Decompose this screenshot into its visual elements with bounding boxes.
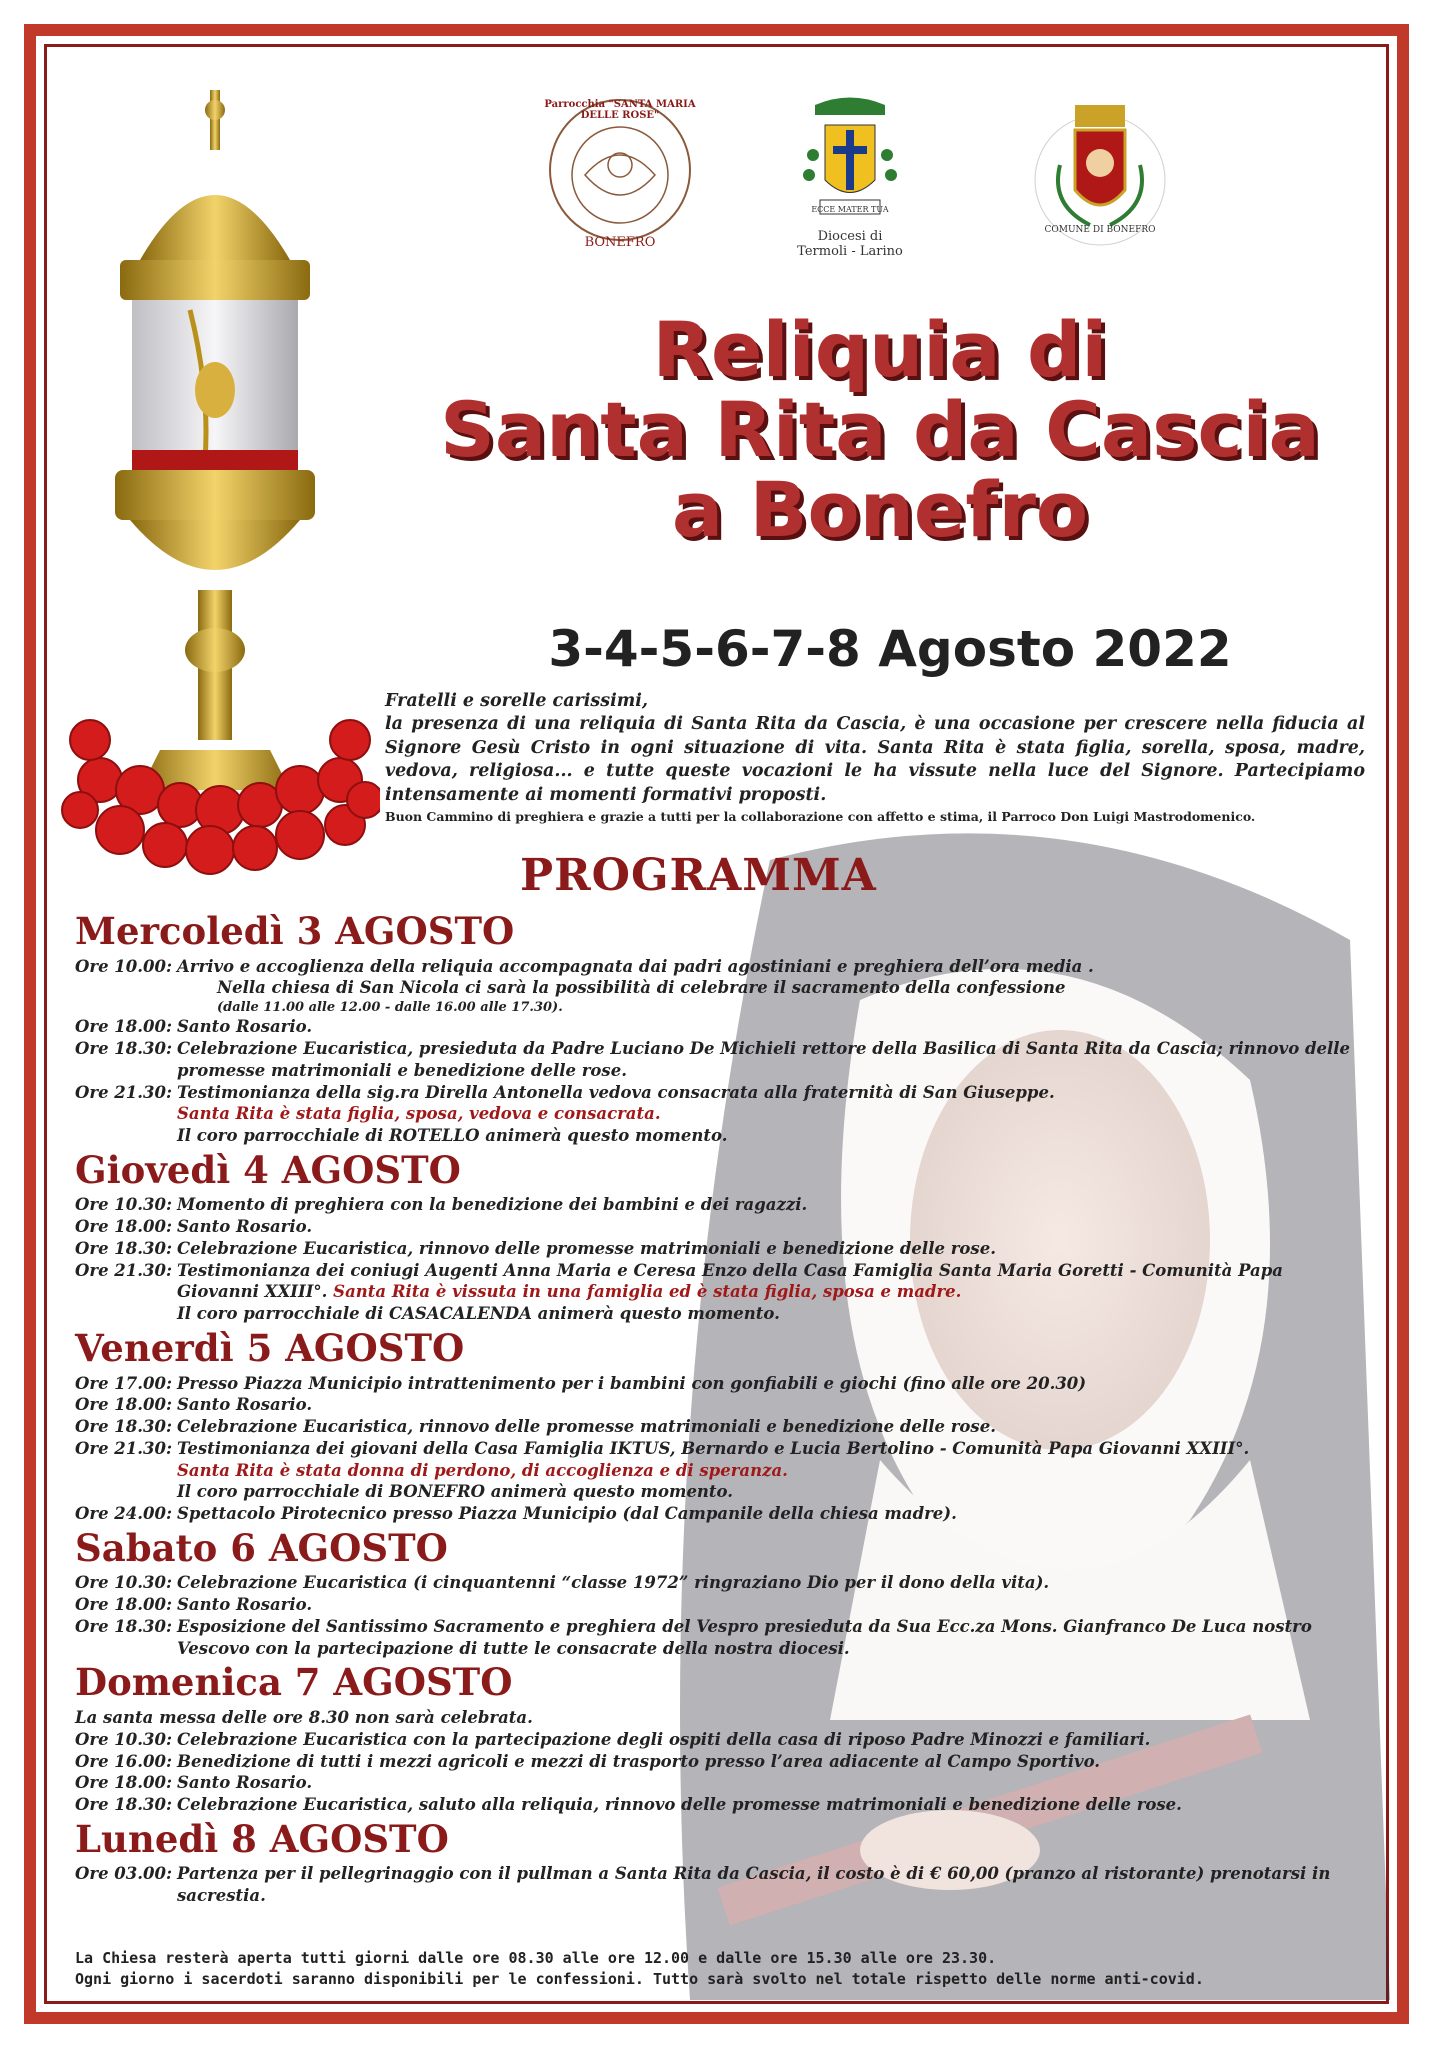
event-item <box>75 1503 1365 1525</box>
event-item <box>75 1373 1365 1395</box>
event-time: Ore 18.00: <box>75 1395 173 1415</box>
event-note: (dalle 11.00 alle 12.00 - dalle 16.00 alle 17.30). <box>217 1000 563 1016</box>
diocese-caption-line1: Diocesi di <box>817 229 883 244</box>
municipality-ring-text: COMUNE DI BONEFRO <box>1044 225 1156 235</box>
event-text: Celebrazione Eucaristica (i cinquantenni “classe 1972” ringraziano Dio per il dono della vita). <box>177 1573 1050 1593</box>
event-item <box>75 1572 1365 1594</box>
event-text: Celebrazione Eucaristica, rinnovo delle promesse matrimoniali e benedizione delle rose. <box>177 1417 996 1437</box>
event-item <box>75 1729 1365 1751</box>
event-time: Ore 10.30: <box>75 1573 173 1593</box>
event-text: Testimonianza dei giovani della Casa Famiglia IKTUS, Bernardo e Lucia Bertolino - Comunità Papa Giovanni XXIII°. <box>177 1438 1250 1458</box>
diocese-logo <box>780 95 920 259</box>
event-text: Santo Rosario. <box>177 1217 313 1237</box>
event-choir: Il coro parrocchiale di ROTELLO animerà questo momento. <box>177 1126 728 1146</box>
programma-heading: PROGRAMMA <box>520 850 877 901</box>
event-time: Ore 24.00: <box>75 1504 173 1524</box>
parish-bottom-text: BONEFRO <box>584 235 656 250</box>
event-item <box>75 956 1365 1017</box>
event-item <box>75 1751 1365 1773</box>
event-time: Ore 18.30: <box>75 1616 173 1636</box>
day-title: Domenica 7 AGOSTO <box>75 1660 513 1705</box>
event-text: Celebrazione Eucaristica con la partecipazione degli ospiti della casa di riposo Padre Minozzi e familiari. <box>177 1729 1151 1749</box>
event-text: Esposizione del Santissimo Sacramento e preghiera del Vespro presieduta da Sua Ecc.za Mons. Gianfranco De Luca nostro Vescovo con la partecipazione di tutte le consacrate della nostra diocesi. <box>177 1616 1312 1658</box>
day-title: Sabato 6 AGOSTO <box>75 1525 448 1570</box>
event-item <box>75 1594 1365 1616</box>
event-text: La santa messa delle ore 8.30 non sarà celebrata. <box>75 1708 533 1728</box>
event-highlight: Santa Rita è stata figlia, sposa, vedova e consacrata. <box>177 1104 661 1124</box>
event-text: Celebrazione Eucaristica, presieduta da Padre Luciano De Michieli rettore della Basilica di Santa Rita da Cascia; rinnovo delle promesse matrimoniali e benedizione delle rose. <box>177 1039 1351 1080</box>
intro-text <box>385 690 1365 826</box>
event-time: Ore 17.00: <box>75 1373 173 1393</box>
event-text: Momento di preghiera con la benedizione dei bambini e dei ragazzi. <box>177 1195 808 1215</box>
event-choir: Il coro parrocchiale di CASACALENDA animerà questo momento. <box>177 1304 780 1324</box>
event-time: Ore 18.30: <box>75 1417 173 1437</box>
event-item <box>75 1082 1365 1147</box>
event-text: Arrivo e accoglienza della reliquia accompagnata dai padri agostiniani e preghiera dell’ora media . <box>177 956 1094 976</box>
event-item <box>75 1260 1365 1325</box>
logos-row <box>540 95 1180 275</box>
event-highlight: Santa Rita è stata donna di perdono, di accoglienza e di speranza. <box>177 1460 788 1480</box>
event-text: Celebrazione Eucaristica, saluto alla reliquia, rinnovo delle promesse matrimoniali e benedizione delle rose. <box>177 1795 1182 1815</box>
event-time: Ore 21.30: <box>75 1082 173 1102</box>
event-text: Celebrazione Eucaristica, rinnovo delle promesse matrimoniali e benedizione delle rose. <box>177 1238 996 1258</box>
event-time: Ore 21.30: <box>75 1260 173 1280</box>
event-time: Ore 03.00: <box>75 1864 173 1884</box>
event-item <box>75 1416 1365 1438</box>
event-text: Testimonianza della sig.ra Dirella Antonella vedova consacrata alla fraternità di San Giuseppe. <box>177 1082 1055 1102</box>
municipality-logo <box>1030 95 1170 259</box>
title-line2: Santa Rita da Cascia <box>440 384 1320 474</box>
event-text: Benedizione di tutti i mezzi agricoli e mezzi di trasporto presso l’area adiacente al Campo Sportivo. <box>177 1751 1101 1771</box>
event-text: Spettacolo Pirotecnico presso Piazza Municipio (dal Campanile della chiesa madre). <box>177 1504 957 1524</box>
reliquary-image <box>60 90 380 890</box>
event-item <box>75 1216 1365 1238</box>
day-title: Giovedì 4 AGOSTO <box>75 1147 461 1192</box>
event-text: Partenza per il pellegrinaggio con il pullman a Santa Rita da Cascia, il costo è di € 60,00 (pranzo al ristorante) prenotarsi in sacrestia. <box>177 1864 1331 1906</box>
event-item <box>75 1863 1365 1907</box>
event-text: Santo Rosario. <box>177 1395 313 1415</box>
title-line1: Reliquia di <box>652 305 1108 394</box>
event-text: Presso Piazza Municipio intrattenimento per i bambini con gonfiabili e giochi (fino alle ore 20.30) <box>177 1373 1087 1393</box>
intro-greeting: Fratelli e sorelle carissimi, <box>385 691 649 711</box>
event-text: Santo Rosario. <box>177 1773 313 1793</box>
event-time: Ore 18.00: <box>75 1017 173 1037</box>
poster-title <box>380 305 1380 554</box>
event-time: Ore 10.30: <box>75 1729 173 1749</box>
event-dates: 3-4-5-6-7-8 Agosto 2022 <box>548 620 1232 678</box>
footer-line2: Ogni giorno i sacerdoti saranno disponibili per le confessioni. Tutto sarà svolto nel totale rispetto delle norme anti-covid. <box>75 1970 1204 1989</box>
event-time: Ore 18.30: <box>75 1238 173 1258</box>
event-time: Ore 18.00: <box>75 1773 173 1793</box>
event-time: Ore 18.00: <box>75 1595 173 1615</box>
diocese-caption-line2: Termoli - Larino <box>797 244 903 259</box>
event-item <box>75 1616 1365 1660</box>
event-time: Ore 10.30: <box>75 1195 173 1215</box>
event-item <box>75 1794 1365 1816</box>
intro-body: la presenza di una reliquia di Santa Rita da Cascia, è una occasione per crescere nella fiducia al Signore Gesù Cristo in ogni situazione di vita. Santa Rita è stata figlia, sorella, sposa, madre, vedova, religiosa... e tutte queste vocazioni le ha vissute nella luce del Signore. Partecipiamo intensamente ai momenti formativi proposti. <box>385 714 1365 805</box>
event-text: Testimonianza dei coniugi Augenti Anna Maria e Ceresa Enzo della Casa Famiglia Santa Maria Goretti - Comunità Papa Giovanni XXIII°. <box>177 1260 1283 1302</box>
event-time: Ore 10.00: <box>75 956 173 976</box>
event-time: Ore 16.00: <box>75 1751 173 1771</box>
intro-closing: Buon Cammino di preghiera e grazie a tutti per la collaborazione con affetto e stima, il Parroco Don Luigi Mastrodomenico. <box>385 809 1256 825</box>
event-text: Santo Rosario. <box>177 1595 313 1615</box>
program-list <box>75 908 1365 1907</box>
event-item <box>75 1438 1365 1503</box>
event-item <box>75 1238 1365 1260</box>
event-item <box>75 1016 1365 1038</box>
event-time: Ore 18.30: <box>75 1039 173 1058</box>
diocese-motto: ECCE MATER TUA <box>811 205 889 214</box>
event-time: Ore 18.30: <box>75 1795 173 1815</box>
day-title: Lunedì 8 AGOSTO <box>75 1816 449 1861</box>
event-highlight: Santa Rita è vissuta in una famiglia ed è stata figlia, sposa e madre. <box>333 1282 962 1302</box>
event-item <box>75 1394 1365 1416</box>
day-title: Mercoledì 3 AGOSTO <box>75 909 515 953</box>
event-choir: Il coro parrocchiale di BONEFRO animerà questo momento. <box>177 1482 734 1502</box>
parish-logo <box>540 95 700 250</box>
title-line3: a Bonefro <box>671 464 1089 554</box>
event-time: Ore 18.00: <box>75 1217 173 1237</box>
event-text: Nella chiesa di San Nicola ci sarà la possibilità di celebrare il sacramento della confessione <box>217 978 1066 998</box>
event-item <box>75 1772 1365 1794</box>
footer-notes <box>75 1948 1365 1991</box>
footer-line1: La Chiesa resterà aperta tutti giorni dalle ore 08.30 alle ore 12.00 e dalle ore 15.30 alle ore 23.30. <box>75 1949 997 1967</box>
event-item <box>75 1038 1365 1082</box>
event-text: Santo Rosario. <box>177 1017 313 1037</box>
event-notice <box>75 1707 1365 1729</box>
parish-ring-text: Parrocchia "SANTA MARIA DELLE ROSE" <box>544 99 696 121</box>
day-title: Venerdì 5 AGOSTO <box>75 1325 465 1370</box>
event-time: Ore 21.30: <box>75 1438 173 1458</box>
event-item <box>75 1194 1365 1216</box>
